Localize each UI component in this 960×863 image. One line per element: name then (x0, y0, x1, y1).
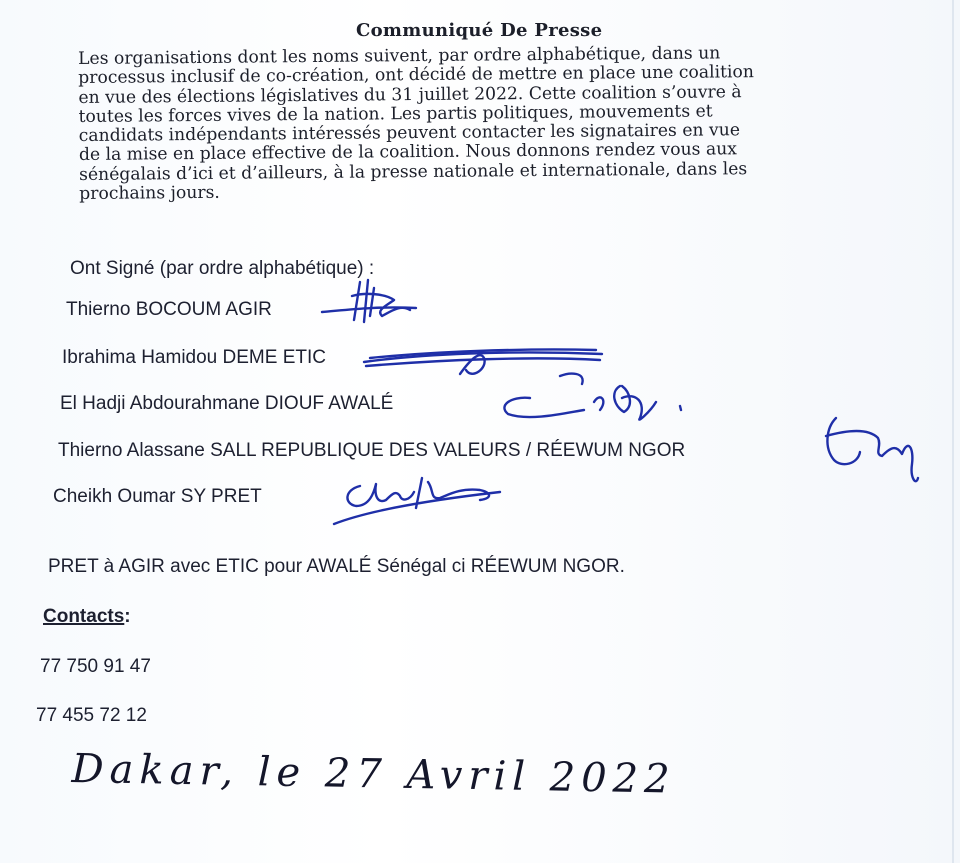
phone-number-1: 77 750 91 47 (40, 656, 151, 677)
document-title: Communiqué De Presse (356, 20, 603, 41)
body-line: prochains jours. (79, 182, 220, 205)
slogan: PRET à AGIR avec ETIC pour AWALÉ Sénégal ci RÉEWUM NGOR. (48, 556, 625, 577)
signatory-diouf: El Hadji Abdourahmane DIOUF AWALÉ (60, 393, 394, 414)
signatory-sall: Thierno Alassane SALL REPUBLIQUE DES VALEURS / RÉEWUM NGOR (58, 440, 686, 461)
handwritten-place-date: Dakar, le 27 Avril 2022 (71, 746, 676, 803)
contacts-heading (43, 606, 131, 628)
body-line: de la mise en place effective de la coalition. Nous donnons rendez vous aux (78, 139, 738, 166)
signed-intro: Ont Signé (par ordre alphabétique) : (70, 258, 375, 279)
body-line: candidats indépendants intéressés peuvent contacter les signataires en vue (78, 120, 741, 147)
body-line: en vue des élections législatives du 31 juillet 2022. Cette coalition s’ouvre à (78, 81, 742, 108)
body-line: toutes les forces vives de la nation. Les partis politiques, mouvements et (78, 101, 713, 127)
body-line: sénégalais d’ici et d’ailleurs, à la presse nationale et internationale, dans les (79, 158, 748, 185)
contacts-colon: : (124, 606, 131, 627)
body-paragraph (78, 43, 861, 204)
contacts-label: Contacts (43, 606, 125, 627)
body-line: processus inclusif de co-création, ont décidé de mettre en place une coalition (78, 62, 755, 89)
signature-sy (330, 470, 510, 530)
signature-sall (818, 408, 928, 488)
signatory-bocoum: Thierno BOCOUM AGIR (66, 299, 272, 320)
signature-bocoum (316, 276, 426, 326)
body-line: Les organisations dont les noms suivent, par ordre alphabétique, dans un (77, 43, 721, 69)
phone-number-2: 77 455 72 12 (36, 705, 147, 726)
signatory-sy: Cheikh Oumar SY PRET (53, 486, 262, 507)
signatory-deme: Ibrahima Hamidou DEME ETIC (62, 347, 326, 368)
page-edge-divider (952, 0, 954, 863)
signature-diouf (490, 362, 690, 432)
